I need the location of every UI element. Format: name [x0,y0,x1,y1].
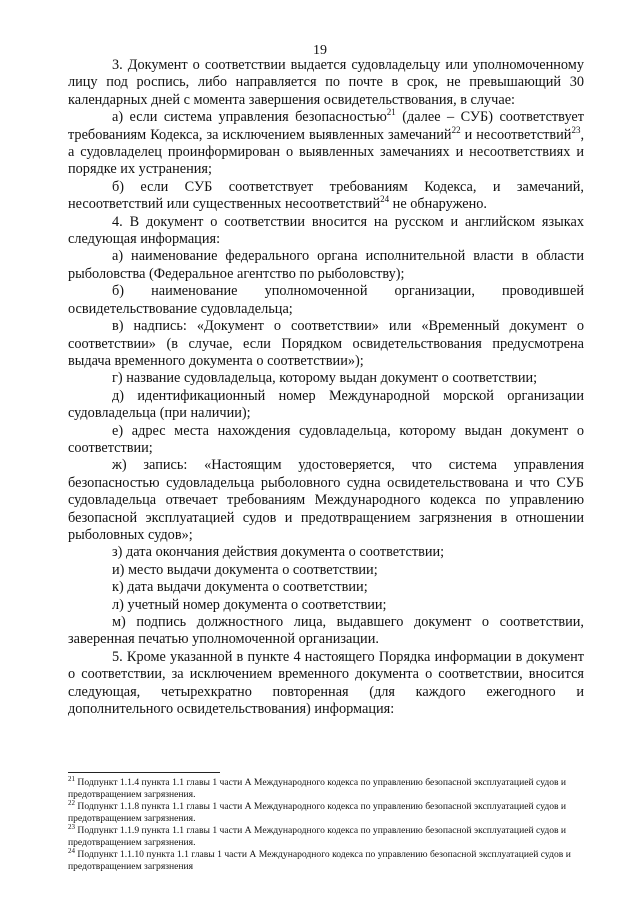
footnote-22: $^{22}$ Подпункт 1.1.8 пункта 1.1 главы 1 части А Международного кодекса по управлению безопасной эксплуатацией судов и предотвращением загрязнения. [68,799,567,824]
paragraph-5: 5. Кроме указанной в пункте 4 настоящего Порядка информации в документ о соответствии, за исключением временного документа о соответствии, вносится следующая, четырехкратно повторенная (для каждого ежегодного и дополнительного освидетельствования) информация: [68,648,584,718]
page-number: 19 [313,43,327,58]
footnotes [68,777,588,873]
item-4d: д) идентификационный номер Международной морской организации судовладельца (при наличии); [68,387,584,422]
document-body [68,57,584,718]
footnote-ref-22[interactable]: 22 [451,124,461,135]
item-4m: м) подпись должностного лица, выдавшего документ о соответствии, заверенная печатью уполномоченной организации. [68,614,584,648]
item-4v: в) надпись: «Документ о соответствии» или «Временный документ о соответствии» (в случае, если Порядком освидетельствования предусмотрена выдача временного документа о соответствии»); [68,318,584,369]
item-4g: г) название судовладельца, которому выдан документ о соответствии; [112,370,538,387]
footnote-24: $^{24}$ Подпункт 1.1.10 пункта 1.1 главы 1 части А Международного кодекса по управлению безопасной эксплуатацией судов и предотвращением загрязнения [68,847,571,872]
item-4zh: ж) запись: «Настоящим удостоверяется, что система управления безопасностью судовладельца рыболовного судна освидетельствована и что СУБ судовладельца отвечает требованиям Международного кодекса по управлению безопасной эксплуатацией судов и предотвращением загрязнения в отношении рыболовных судов»; [68,457,584,543]
item-4z: з) дата окончания действия документа о соответствии; [112,544,445,561]
item-3b: б) если СУБ соответствует требованиям Кодекса, и замечаний, несоответствий или существенных несоответствий$^{24}$ не обнаружено. [68,178,584,213]
footnote-ref-24[interactable]: 24 [380,194,390,205]
paragraph-4: 4. В документ о соответствии вносится на русском и английском языках следующая информация: [68,213,584,248]
item-4i: и) место выдачи документа о соответствии; [112,561,378,578]
item-3a: а) если система управления безопасностью$^{21}$ (далее – СУБ) соответствует требованиям Кодекса, за исключением выявленных замечаний$^{22}$ и несоответствий$^{23}$, а судовладелец проинформирован о выявленных замечаниях и несоответствиях и порядке их устранения; [68,107,585,178]
footnote-21: $^{21}$ Подпункт 1.1.4 пункта 1.1 главы 1 части А Международного кодекса по управлению безопасной эксплуатацией судов и предотвращением загрязнения. [68,775,567,800]
footnote-separator [68,772,220,773]
paragraph-3: 3. Документ о соответствии выдается судовладельцу или уполномоченному лицу под роспись, либо направляется по почте в срок, не превышающий 30 календарных дней с момента завершения освидетельствования, в случае: [68,57,584,108]
item-4b: б) наименование уполномоченной организации, проводившей освидетельствование судовладельца; [68,283,584,317]
footnote-ref-21[interactable]: 21 [386,107,396,118]
item-4a: а) наименование федерального органа исполнительной власти в области рыболовства (Федеральное агентство по рыболовству); [68,248,584,282]
item-4l: л) учетный номер документа о соответствии; [112,596,387,613]
footnote-ref-23[interactable]: 23 [571,124,581,135]
item-4e: е) адрес места нахождения судовладельца, которому выдан документ о соответствии; [68,422,584,456]
footnote-23: $^{23}$ Подпункт 1.1.9 пункта 1.1 главы 1 части А Международного кодекса по управлению безопасной эксплуатацией судов и предотвращением загрязнения. [68,823,567,848]
item-4k: к) дата выдачи документа о соответствии; [112,579,368,596]
